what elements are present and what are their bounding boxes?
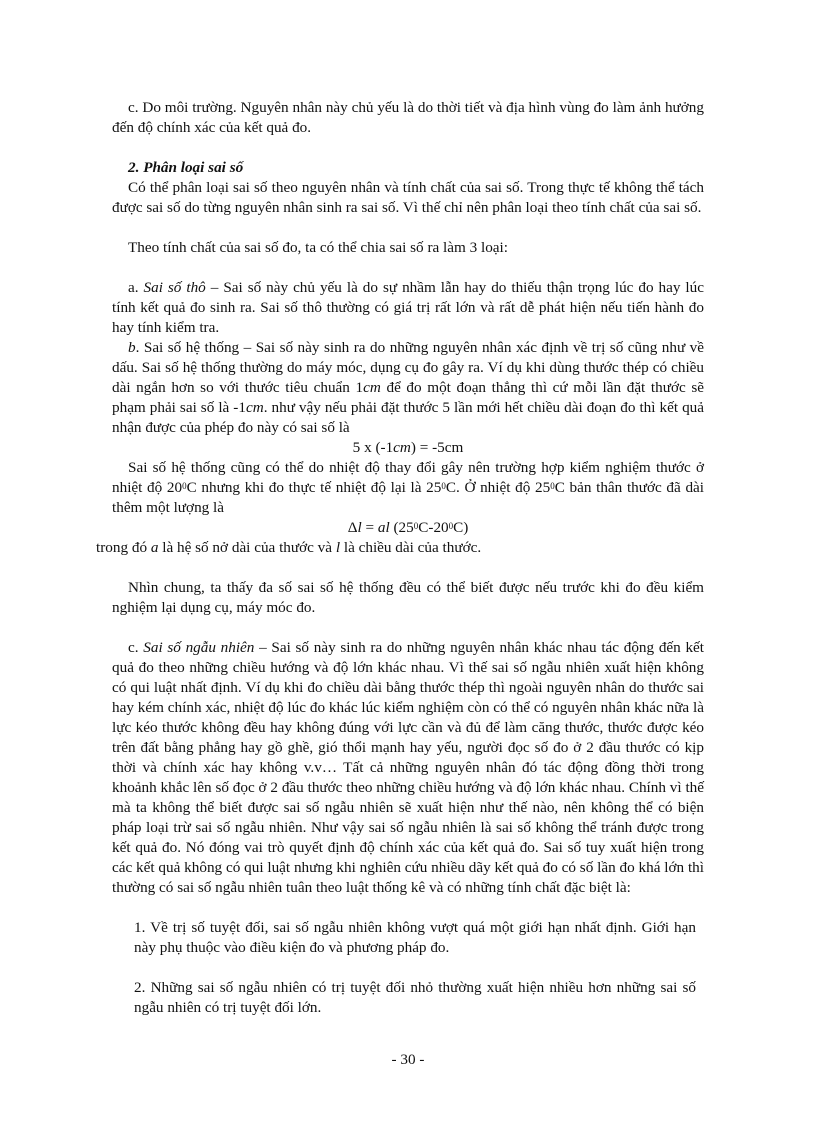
delta-symbol: Δ: [347, 519, 358, 536]
paragraph-where: [96, 538, 704, 558]
label-b: b: [128, 339, 136, 356]
formula-error-sum: [112, 438, 704, 458]
where-text-1: trong đó: [96, 539, 151, 556]
where-a: a: [150, 539, 159, 556]
formula2-eq: =: [361, 519, 378, 536]
formula-elongation: [112, 518, 704, 538]
gross-error-text: – Sai số này chủ yếu là do sự nhầm lẫn hay do thiếu thận trọng lúc đo hay lúc tính kết quả đo sinh ra. Sai số thô thường có giá trị rất lớn và rất dễ phát hiện nếu tiến hành đo hay tính kiểm tra.: [112, 279, 704, 336]
paragraph-environment: c. Do môi trường. Nguyên nhân này chủ yếu là do thời tiết và địa hình vùng đo làm ảnh hưởng đến độ chính xác của kết quả đo.: [112, 99, 704, 136]
page-body: [96, 98, 705, 1018]
degree-sup-1: 0: [182, 481, 187, 491]
formula2-part-3: C): [453, 519, 469, 536]
paragraph-random-error: [112, 638, 704, 898]
paragraph-intro: Có thể phân loại sai số theo nguyên nhân và tính chất của sai số. Trong thực tế không thể tách được sai số do từng nguyên nhân sinh ra sai số. Vì thế chỉ nên phân loại theo tính chất của sai số.: [112, 179, 704, 216]
paragraph-classification: Theo tính chất của sai số đo, ta có thể chia sai số ra làm 3 loại:: [128, 239, 508, 256]
property-list: [134, 918, 696, 1018]
temp-text-1: Sai số hệ thống cũng có thể do nhiệt độ thay đổi gây nên trường hợp kiểm nghiệm thước ở nhiệt độ 20: [112, 459, 704, 496]
unit-cm-2: cm: [245, 399, 264, 416]
where-text-3: là chiều dài của thước.: [340, 539, 482, 556]
where-l: l: [335, 539, 341, 556]
formula2-part-2: C-20: [418, 519, 449, 536]
temp-text-2: C nhưng khi đo thực tế nhiệt độ lại là 25: [186, 479, 442, 496]
formula2-degree-2: 0: [448, 521, 454, 531]
list-item: 1. Về trị số tuyệt đối, sai số ngẫu nhiên không vượt quá một giới hạn nhất định. Giới hạn này phụ thuộc vào điều kiện đo và phương pháp đo.: [134, 919, 696, 956]
term-random-error: Sai số ngẫu nhiên: [143, 639, 255, 656]
formula1-part-b: ) = -5cm: [410, 439, 464, 456]
random-error-text: – Sai số này sinh ra do những nguyên nhân khác nhau tác động đến kết quả đo theo những chiều hướng và độ lớn khác nhau. Vì thế sai số ngẫu nhiên xuất hiện không có qui luật nhất định. Ví dụ khi đo chiều dài bằng thước thép thì ngoài nguyên nhân do thước sai hay kém chính xác, nhiệt độ lúc đo khác lúc kiểm nghiệm còn có thể có nguyên nhân khác nữa là lực kéo thước không đều hay không đúng với lực cần và đủ để làm căng thước, thước được kéo trên đất bằng phẳng hay gồ ghề, gió thổi mạnh hay yếu, người đọc số đo ở 2 đầu thước có kịp thời và chính xác hay không v.v… Tất cả những nguyên nhân đó tác động đồng thời trong khoảnh khắc lên số đọc ở 2 đầu thước theo những chiều hướng và độ lớn khác nhau. Chính vì thế mà ta không thể biết được sai số ngẫu nhiên sẽ xuất hiện như thế nào, nên không thể có biện pháp loại trừ sai số ngẫu nhiên. Như vậy sai số ngẫu nhiên là sai số không thể tránh được trong kết quả đo. Nó đóng vai trò quyết định độ chính xác của kết quả đo. Sai số tuy xuất hiện trong các kết quả không có qui luật nhưng khi nghiên cứu nhiều dãy kết quả đo có số lần đo khá lớn thì thường có sai số ngẫu nhiên tuân theo luật thống kê và có những tính chất đặc biệt là:: [112, 639, 705, 896]
formula2-l: l: [357, 519, 362, 536]
paragraph-summary: Nhìn chung, ta thấy đa số sai số hệ thống đều có thể biết được nếu trước khi đo đều kiểm nghiệm lại dụng cụ, máy móc đo.: [112, 579, 704, 616]
systematic-text-1: . Sai số hệ thống – Sai số này sinh ra do những nguyên nhân xác định về trị số cũng như về dấu. Sai số hệ thống thường do máy móc, dụng cụ đo gây ra. Ví dụ khi dùng thước thép có chiều dài ngắn hơn so với thước tiêu chuẩn 1: [112, 339, 704, 396]
paragraph-gross-error: [112, 278, 704, 338]
unit-cm-1: cm: [363, 379, 381, 396]
page-number: - 30 -: [391, 1051, 425, 1068]
systematic-text-3: . như vậy nếu phải đặt thước 5 lần mới hết chiều dài đoạn đo thì kết quả nhận được của phép đo này có sai số là: [112, 399, 704, 436]
systematic-text-2: để đo một đoạn thẳng thì cứ mỗi lần đặt thước sẽ phạm phải sai số là -1: [112, 379, 705, 416]
degree-sup-3: 0: [550, 481, 555, 491]
formula1-unit: cm: [393, 439, 411, 456]
paragraph-systematic-error: [112, 338, 704, 438]
label-a: a.: [128, 279, 144, 296]
where-text-2: là hệ số nở dài của thước và: [158, 539, 336, 556]
formula1-part-a: 5 x (-1: [352, 439, 394, 456]
label-c: c.: [128, 639, 144, 656]
formula2-degree-1: 0: [413, 521, 419, 531]
formula2-part-1: (25: [389, 519, 414, 536]
temp-text-3: C. Ở nhiệt độ 25: [445, 479, 551, 496]
section-heading: 2. Phân loại sai số: [128, 159, 244, 176]
list-item: 2. Những sai số ngẫu nhiên có trị tuyệt đối nhỏ thường xuất hiện nhiều hơn những sai số ngẫu nhiên có trị tuyệt đối lớn.: [134, 979, 696, 1016]
temp-text-4: C bản thân thước đã dài thêm một lượng là: [112, 479, 705, 516]
term-gross-error: Sai số thô: [143, 279, 206, 296]
paragraph-temperature: [112, 458, 704, 518]
degree-sup-2: 0: [441, 481, 446, 491]
formula2-al: al: [377, 519, 390, 536]
